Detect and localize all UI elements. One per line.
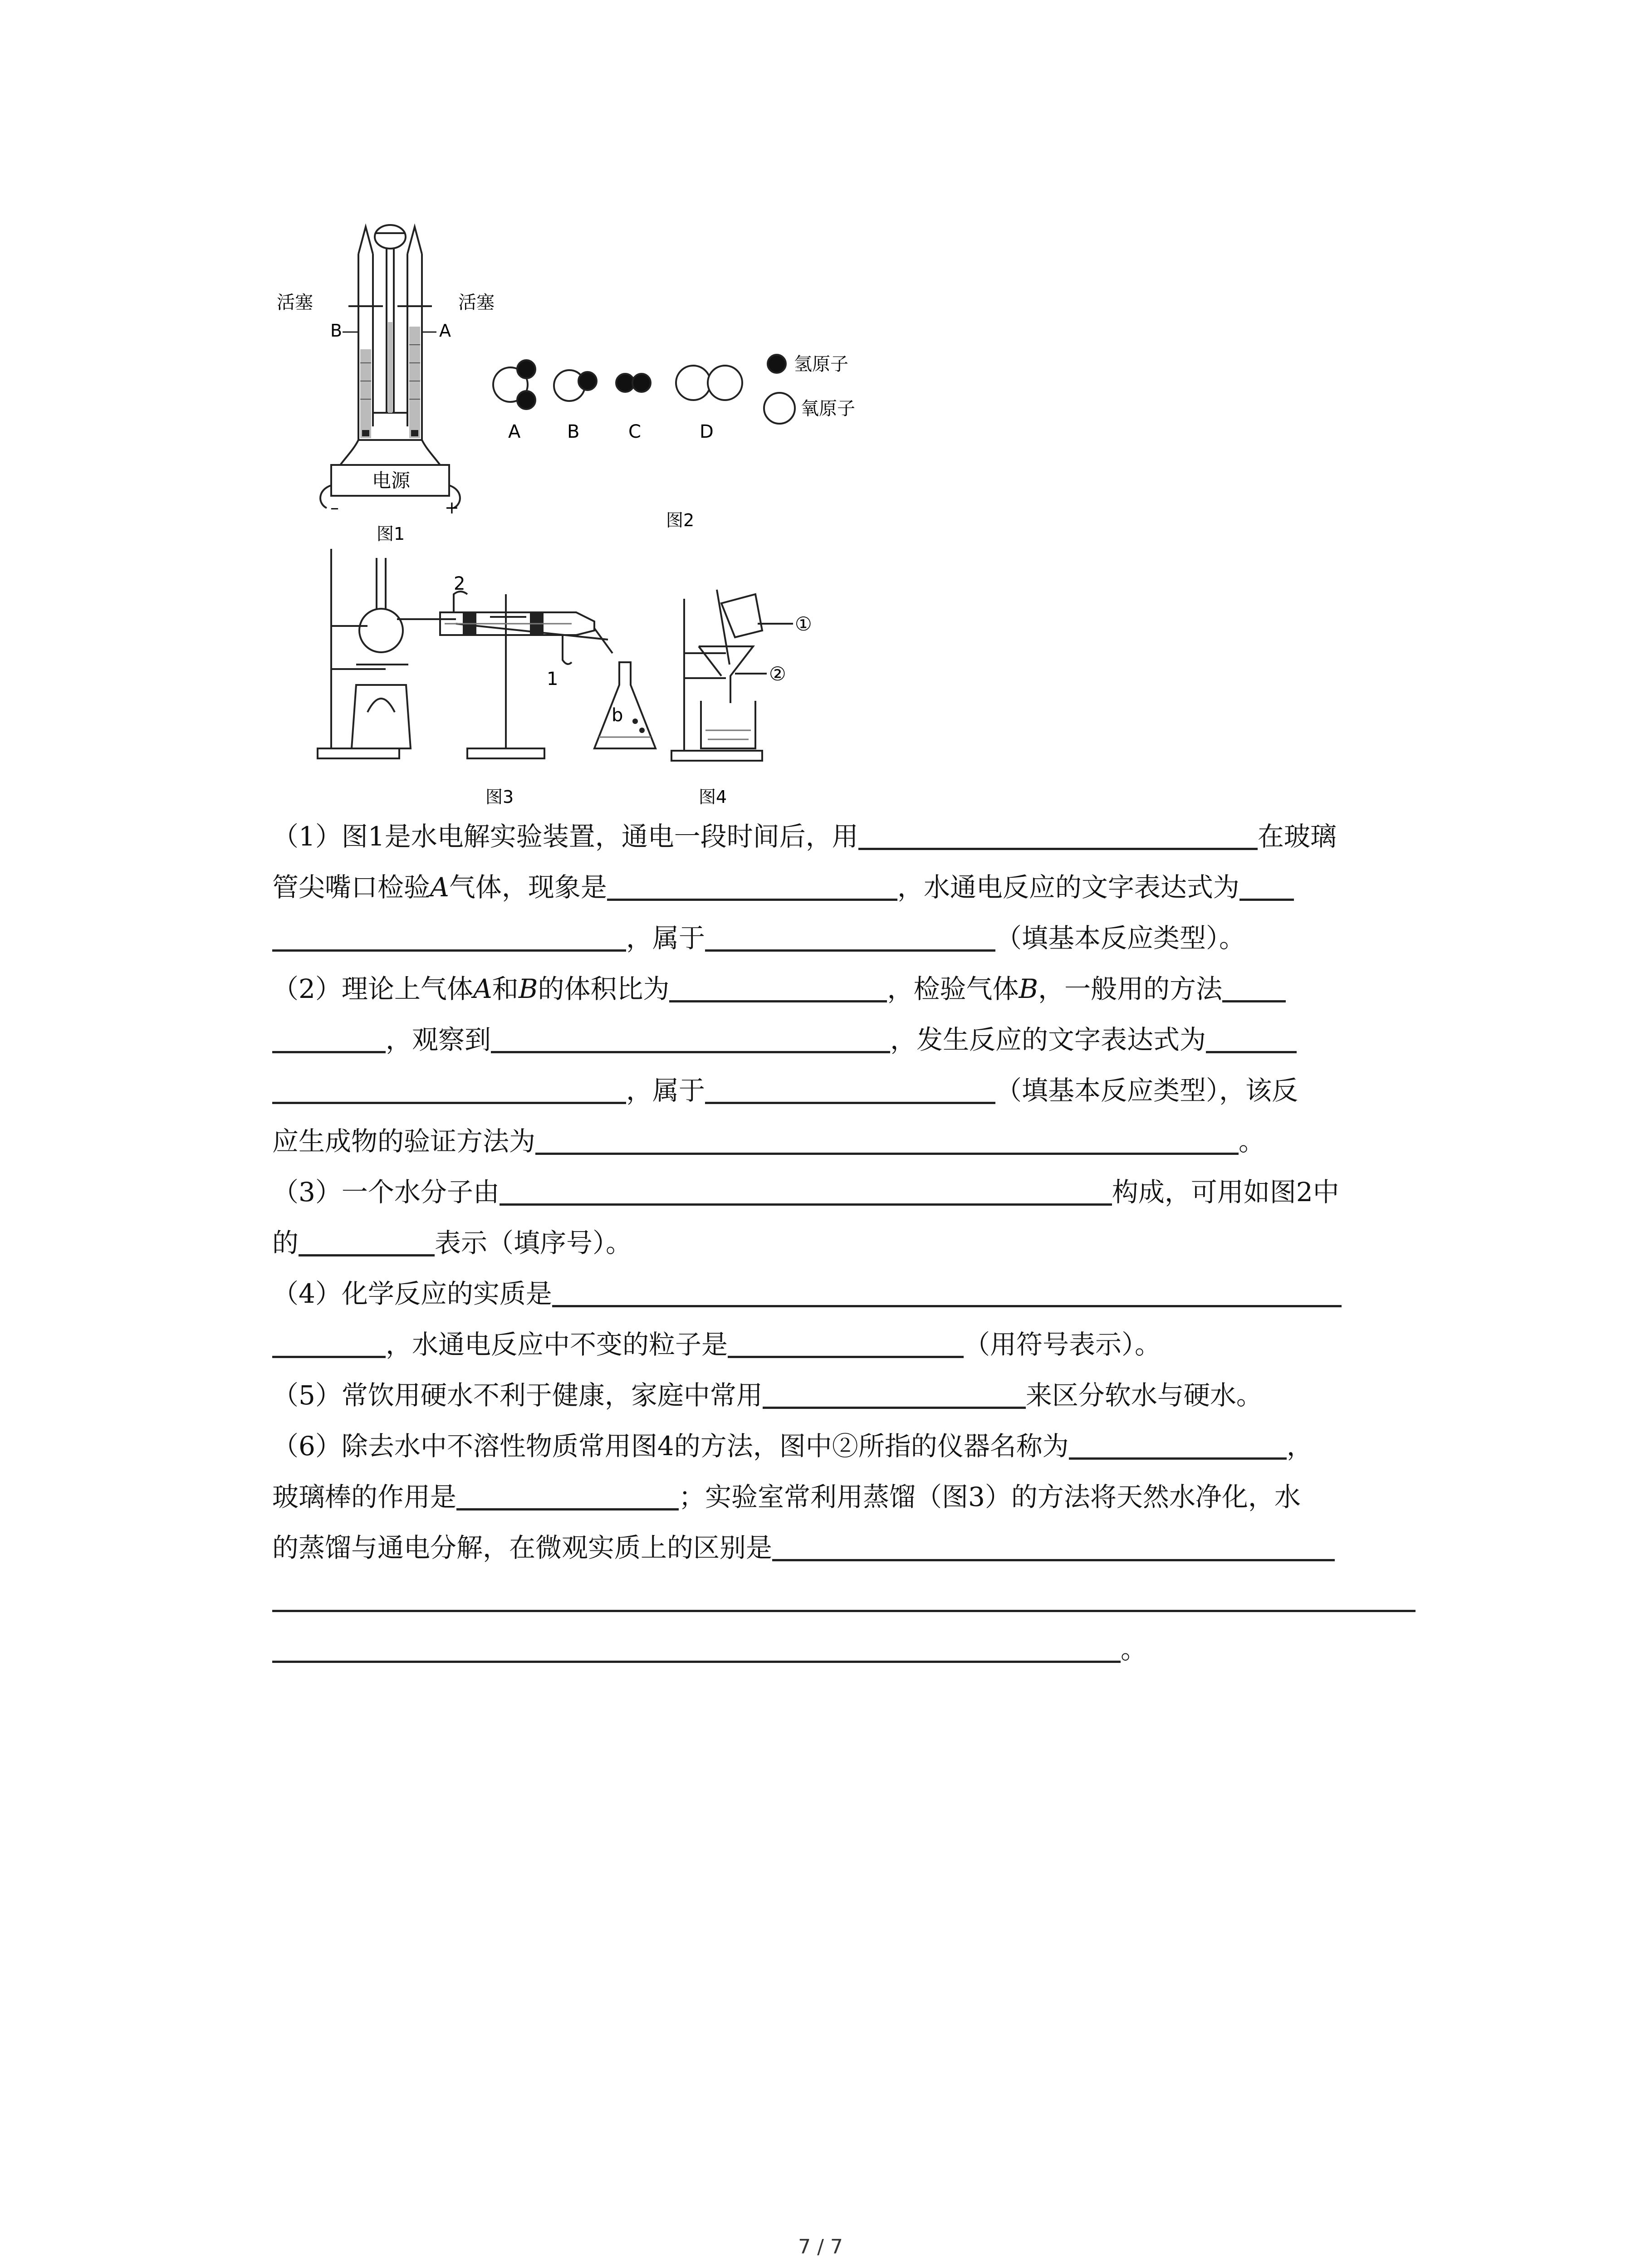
question-6 <box>272 1421 1434 1675</box>
q6-text-4: ；实验室常利用蒸馏（图3）的方法将天然水净化，水 <box>679 1481 1301 1512</box>
fig4-caption: 图4 <box>699 787 727 807</box>
q2-blank-3[interactable] <box>491 1019 890 1053</box>
q1-text-2: 在玻璃 <box>1257 821 1337 852</box>
q2-blank-2b[interactable] <box>272 1019 386 1053</box>
q3-text-1: （3）一个水分子由 <box>272 1177 500 1207</box>
q2-text-4: ，检验气体 <box>887 973 1019 1004</box>
q6-blank-1[interactable] <box>1069 1426 1287 1460</box>
q2-blank-2a[interactable] <box>1222 968 1286 1002</box>
q3-blank-1[interactable] <box>500 1172 1112 1206</box>
q6-text-2: ， <box>1286 1431 1313 1461</box>
fig2-label-b: B <box>567 421 580 442</box>
q2-var-b: B <box>518 973 538 1004</box>
q4-blank-2[interactable] <box>728 1324 964 1358</box>
q6-text-5: 的蒸馏与通电分解，在微观实质上的区别是 <box>272 1532 773 1563</box>
fig2-legend-oxygen: 氧原子 <box>801 398 855 419</box>
q2-text-9: （填基本反应类型），该反 <box>995 1075 1298 1106</box>
q6-blank-3c[interactable] <box>272 1629 1121 1663</box>
fig3-label-2: 2 <box>454 573 465 594</box>
q2-text-2: 和 <box>492 973 519 1004</box>
q2-blank-5[interactable] <box>705 1070 995 1104</box>
q6-blank-2[interactable] <box>456 1476 679 1510</box>
fig2-caption: 图2 <box>666 510 695 530</box>
q5-blank-1[interactable] <box>763 1375 1026 1409</box>
q1-text-1: （1）图1是水电解实验装置，通电一段时间后，用 <box>272 821 858 852</box>
question-3 <box>272 1167 1434 1268</box>
fig2-label-a: A <box>508 421 521 442</box>
q1-blank-3a[interactable] <box>1239 867 1294 901</box>
fig1-plus-label: + <box>445 498 459 518</box>
figure-2-molecule-models <box>490 345 898 544</box>
question-1 <box>272 811 1434 963</box>
q2-blank-4b[interactable] <box>272 1070 626 1104</box>
q2-text-1: （2）理论上气体 <box>272 973 473 1004</box>
figure-4-filtration <box>671 585 862 812</box>
q1-text-3: 管尖嘴口检验 <box>272 872 431 903</box>
fig1-stopcock-left-label: 活塞 <box>277 292 313 313</box>
q6-text-1: （6）除去水中不溶性物质常用图4的方法，图中②所指的仪器名称为 <box>272 1431 1069 1461</box>
q4-text-2: ，水通电反应中不变的粒子是 <box>386 1329 728 1360</box>
fig4-marker-2: ② <box>769 663 786 685</box>
q2-blank-4a[interactable] <box>1206 1019 1297 1053</box>
q2-text-3: 的体积比为 <box>538 973 670 1004</box>
figure-1-electrolysis <box>268 213 522 544</box>
q2-text-5: ，一般用的方法 <box>1038 973 1223 1004</box>
q4-text-3: （用符号表示）。 <box>964 1329 1161 1360</box>
fig2-legend-hydrogen: 氢原子 <box>794 354 848 375</box>
q2-var-a: A <box>473 973 492 1004</box>
question-2 <box>272 963 1434 1167</box>
q1-text-6: ，属于 <box>626 923 705 953</box>
fig3-label-1: 1 <box>547 669 558 689</box>
q6-text-3: 玻璃棒的作用是 <box>272 1481 457 1512</box>
q2-blank-1[interactable] <box>669 968 887 1002</box>
q2-text-11: 。 <box>1239 1126 1265 1157</box>
q1-text-5: ，水通电反应的文字表达式为 <box>897 872 1239 903</box>
fig2-label-c: C <box>628 421 641 442</box>
q6-blank-3a[interactable] <box>772 1527 1335 1561</box>
fig3-label-b: b <box>612 705 623 726</box>
q2-text-6: ，观察到 <box>386 1024 491 1055</box>
q1-var-a: A <box>430 872 449 903</box>
q1-text-7: （填基本反应类型）。 <box>995 923 1246 953</box>
fig1-stopcock-right-label: 活塞 <box>458 292 495 313</box>
fig1-caption: 图1 <box>377 524 405 544</box>
figure-3-distillation <box>318 549 662 812</box>
q1-blank-3b[interactable] <box>272 918 626 952</box>
q1-blank-4[interactable] <box>705 918 995 952</box>
q4-text-1: （4）化学反应的实质是 <box>272 1278 552 1309</box>
q1-text-4: 气体，现象是 <box>449 872 607 903</box>
question-5 <box>272 1370 1434 1421</box>
q2-text-10: 应生成物的验证方法为 <box>272 1126 536 1157</box>
q6-text-6: 。 <box>1121 1634 1147 1665</box>
q3-text-2: 构成，可用如图2中 <box>1112 1177 1339 1207</box>
q6-blank-3b[interactable] <box>272 1578 1416 1612</box>
fig1-minus-label: – <box>330 498 339 518</box>
fig4-marker-1: ① <box>795 613 812 635</box>
fig2-label-d: D <box>700 421 714 442</box>
fig1-tube-b-label: B <box>330 321 343 341</box>
q2-blank-6[interactable] <box>535 1121 1239 1155</box>
q2-text-8: ，属于 <box>626 1075 705 1106</box>
q3-text-4: 表示（填序号）。 <box>435 1227 632 1258</box>
q5-text-2: 来区分软水与硬水。 <box>1025 1380 1263 1411</box>
q1-blank-2[interactable] <box>607 867 897 901</box>
q3-text-3: 的 <box>272 1227 299 1258</box>
q3-blank-2[interactable] <box>299 1222 435 1256</box>
question-4 <box>272 1268 1434 1370</box>
q5-text-1: （5）常饮用硬水不利于健康，家庭中常用 <box>272 1380 763 1411</box>
q2-var-b2: B <box>1019 973 1038 1004</box>
fig1-tube-a-label: A <box>439 321 451 341</box>
fig1-power-label: 电源 <box>372 469 411 492</box>
q4-blank-1a[interactable] <box>552 1273 1342 1307</box>
q4-blank-1b[interactable] <box>272 1324 386 1358</box>
fig3-caption: 图3 <box>485 787 514 807</box>
page-number: 7 / 7 <box>798 2235 843 2258</box>
q1-blank-1[interactable] <box>858 816 1258 850</box>
q2-text-7: ，发生反应的文字表达式为 <box>890 1024 1206 1055</box>
